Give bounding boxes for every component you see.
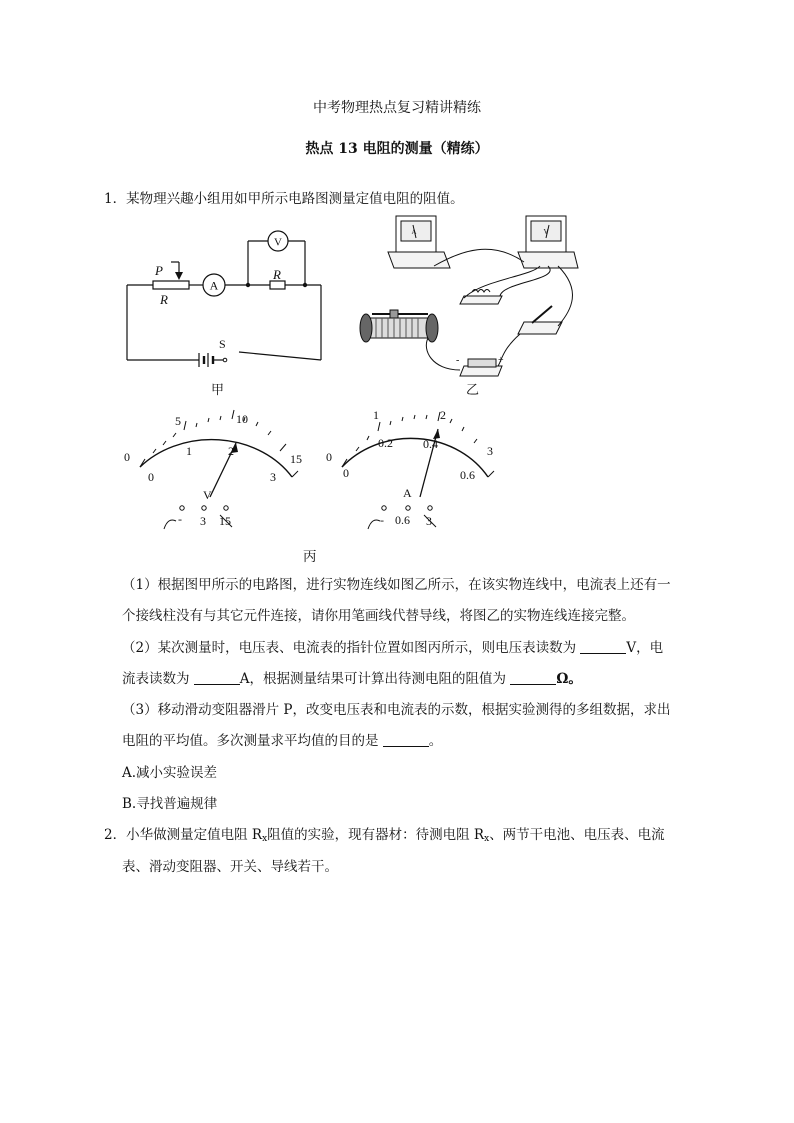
q1-stem: [104, 187, 464, 207]
q1-part1-line2: 个接线柱没有与其它元件连接，请你用笔画线代替导线，将图乙的实物连线连接完整。: [122, 608, 635, 624]
purpose-answer-blank[interactable]: [383, 732, 429, 747]
a-inner-tick-02: 0.2: [378, 436, 393, 450]
q2-text1: 小华做测量定值电阻 R: [126, 827, 263, 843]
v-outer-tick-5: 5: [175, 414, 181, 428]
voltmeter-dial: [118, 405, 323, 535]
q2-subscript-1: x: [262, 834, 268, 844]
v-outer-tick-15: 15: [290, 452, 302, 466]
fig-yi-label: 乙: [466, 382, 480, 397]
rheostat-label-r: R: [160, 292, 168, 307]
q1-part2-text: （2）某次测量时，电压表、电流表的指针位置如图丙所示，则电压表读数为: [122, 640, 581, 656]
a-outer-tick-1: 1: [373, 408, 379, 422]
q1-part3-line2: [122, 729, 442, 749]
v-terminal-3: 3: [200, 514, 206, 528]
q1-part2-line2: [122, 667, 582, 687]
q2-text2: 阻值的实验，现有器材：待测电阻 R: [267, 827, 485, 843]
q1-number: 1．: [104, 191, 127, 207]
a-inner-tick-0: 0: [343, 466, 349, 480]
a-outer-tick-0: 0: [326, 450, 332, 464]
page-subtitle: 热点 13 电阻的测量（精练）: [305, 141, 489, 157]
page-title: 中考物理热点复习精讲精练: [313, 100, 481, 116]
a-outer-tick-2: 2: [440, 408, 446, 422]
voltmeter-name: V: [203, 488, 212, 502]
a-terminal-06: 0.6: [395, 513, 410, 527]
v-inner-tick-2: 2: [228, 444, 234, 458]
resistor-label-r: R: [273, 267, 281, 282]
v-outer-tick-10: 10: [236, 412, 248, 426]
a-outer-tick-3: 3: [487, 444, 493, 458]
v-inner-tick-1: 1: [186, 444, 192, 458]
ammeter-symbol: A: [209, 278, 219, 293]
voltage-answer-blank[interactable]: [580, 639, 626, 654]
v-terminal-minus: -: [178, 512, 182, 526]
ammeter-dial: [320, 405, 505, 535]
a-inner-tick-06: 0.6: [460, 468, 475, 482]
q1-part3-text: 电阻的平均值。多次测量求平均值的目的是: [122, 733, 383, 749]
q1-part2-unit-ohm: Ω。: [556, 671, 582, 687]
v-outer-tick-0: 0: [124, 450, 130, 464]
fig-bing-label: 丙: [303, 549, 317, 565]
resistance-answer-blank[interactable]: [510, 670, 556, 685]
q2-number: 2．: [104, 827, 127, 843]
q1-part3-line1: （3）移动滑动变阻器滑片 P，改变电压表和电流表的示数，根据实验测得的多组数据，求出: [122, 702, 671, 718]
a-terminal-3: 3: [426, 514, 432, 528]
q1-stem-text: 某物理兴趣小组用如甲所示电路图测量定值电阻的阻值。: [126, 191, 464, 207]
battery-plus: +: [498, 355, 504, 366]
ammeter-name: A: [403, 486, 412, 500]
svg-text:A: A: [411, 228, 417, 236]
circuit-diagram-jia: [115, 222, 335, 397]
switch-label-s: S: [219, 337, 226, 351]
q2-text3: 、两节干电池、电压表、电流: [489, 827, 665, 843]
voltmeter-symbol: V: [274, 236, 282, 249]
fig-jia-label: 甲: [211, 382, 225, 397]
q1-part2-unit-v: V，电: [626, 640, 664, 656]
q1-part2-text2: 流表读数为: [122, 671, 194, 687]
a-terminal-minus: -: [380, 513, 384, 527]
battery-minus: -: [456, 355, 460, 366]
v-terminal-15: 15: [219, 514, 231, 528]
q2-subscript-2: x: [484, 834, 490, 844]
q1-part3-end: 。: [428, 733, 443, 749]
physical-setup-yi: [352, 210, 587, 400]
option-b[interactable]: B.寻找普遍规律: [122, 796, 218, 812]
svg-text:V: V: [543, 228, 549, 236]
v-inner-tick-3: 3: [270, 470, 276, 484]
slider-label-p: P: [155, 263, 163, 278]
q1-part2-line1: [122, 636, 663, 656]
q2-line2: 表、滑动变阻器、开关、导线若干。: [122, 859, 338, 875]
v-inner-tick-0: 0: [148, 470, 154, 484]
q1-part2-text3: A，根据测量结果可计算出待测电阻的阻值为: [239, 671, 511, 687]
q1-part1-line1: （1）根据图甲所示的电路图，进行实物连线如图乙所示，在该实物连线中，电流表上还有一: [122, 577, 671, 593]
option-a[interactable]: A.减小实验误差: [122, 765, 218, 781]
current-answer-blank[interactable]: [194, 670, 240, 685]
q2-line1: [104, 823, 665, 844]
a-inner-tick-04: 0.4: [423, 437, 438, 451]
